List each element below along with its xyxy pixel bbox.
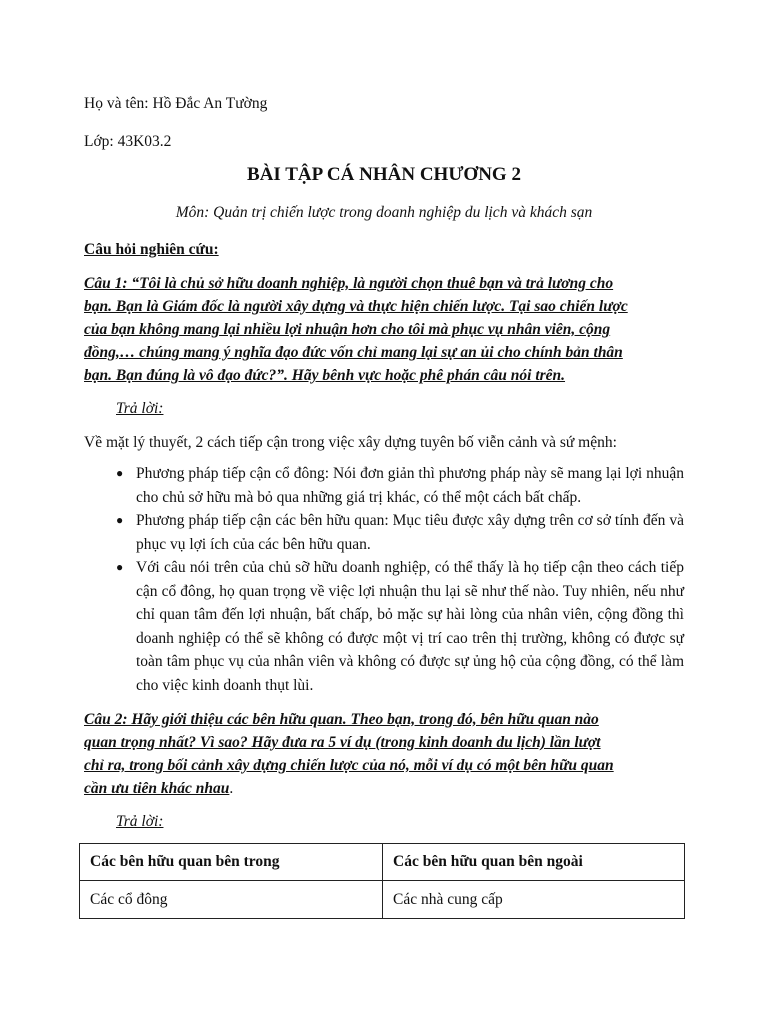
research-heading: Câu hỏi nghiên cứu: [84, 241, 219, 258]
document-title: BÀI TẬP CÁ NHÂN CHƯƠNG 2 [247, 164, 521, 185]
question1-line: của bạn không mang lại nhiều lợi nhuận hơn cho tôi mà phục vụ nhân viên, cộng [84, 321, 611, 338]
question1-line: Câu 1: “Tôi là chủ sở hữu doanh nghiệp, là người chọn thuê bạn và trả lương cho [84, 275, 614, 292]
answer2-label: Trả lời: [116, 813, 164, 830]
question1-line: bạn. Bạn là Giám đốc là người xây dựng và thực hiện chiến lược. Tại sao chiến lược [84, 298, 628, 315]
answer1-bullet-list [84, 462, 684, 697]
question2-line [84, 777, 233, 800]
stakeholder-table [79, 843, 685, 919]
bullet-icon: ● [116, 513, 124, 527]
answer1-label: Trả lời: [116, 400, 164, 417]
question1-line: bạn. Bạn đúng là vô đạo đức?”. Hãy bênh vực hoặc phê phán câu nói trên. [84, 367, 566, 384]
bullet-text: Với câu nói trên của chủ sỡ hữu doanh nghiệp, có thể thấy là họ tiếp cận theo cách tiếp cận cổ đông, họ quan trọng về việc lợi nhuận thu lại sẽ như thế nào. Tuy nhiên, nếu như chỉ quan tâm đến lợi nhuận, bất chấp, bỏ mặc sự hài lòng của nhân viên, cộng đồng thì doanh nghiệp có thể sẽ không có được một vị trí cao trên thị trường, không có được sự toàn tâm phục vụ của nhân viên và không có được sự ủng hộ của cộng đồng, có thể làm cho việc kinh doanh thụt lùi. [136, 559, 684, 694]
question2-line: Câu 2: Hãy giới thiệu các bên hữu quan. Theo bạn, trong đó, bên hữu quan nào [84, 711, 599, 728]
bullet-text: Phương pháp tiếp cận các bên hữu quan: Mục tiêu được xây dựng trên cơ sở tính đến và phục vụ lợi ích của các bên hữu quan. [136, 512, 684, 553]
table-cell: Các cổ đông [80, 881, 383, 919]
class-line: Lớp: 43K03.2 [84, 133, 172, 150]
table-header-row [80, 844, 685, 881]
list-item [84, 509, 684, 556]
question2-line: quan trọng nhất? Vì sao? Hãy đưa ra 5 ví dụ (trong kinh doanh du lịch) lần lượt [84, 734, 601, 751]
question2-last-text: cần ưu tiên khác nhau [84, 780, 230, 797]
student-name: Họ và tên: Hồ Đắc An Tường [84, 95, 268, 112]
bullet-icon: ● [116, 466, 124, 480]
table-cell: Các nhà cung cấp [383, 881, 685, 919]
question1-line: đồng,… chúng mang ý nghĩa đạo đức vốn chỉ mang lại sự an ủi cho chính bản thân [84, 344, 623, 361]
table-row [80, 881, 685, 919]
list-item [84, 462, 684, 509]
bullet-text: Phương pháp tiếp cận cổ đông: Nói đơn giản thì phương pháp này sẽ mang lại lợi nhuận cho chủ sở hữu mà bỏ qua những giá trị khác, có thể một cách bất chấp. [136, 465, 684, 506]
answer1-intro: Về mặt lý thuyết, 2 cách tiếp cận trong việc xây dựng tuyên bố viễn cảnh và sứ mệnh: [84, 434, 617, 451]
question2-period: . [229, 780, 234, 797]
question2-line: chỉ ra, trong bối cảnh xây dựng chiến lược của nó, mỗi ví dụ có một bên hữu quan [84, 757, 614, 774]
table-header-internal: Các bên hữu quan bên trong [80, 844, 383, 881]
course-subtitle: Môn: Quản trị chiến lược trong doanh nghiệp du lịch và khách sạn [175, 204, 593, 221]
bullet-icon: ● [116, 560, 124, 574]
table-header-external: Các bên hữu quan bên ngoài [383, 844, 685, 881]
list-item [84, 556, 684, 697]
